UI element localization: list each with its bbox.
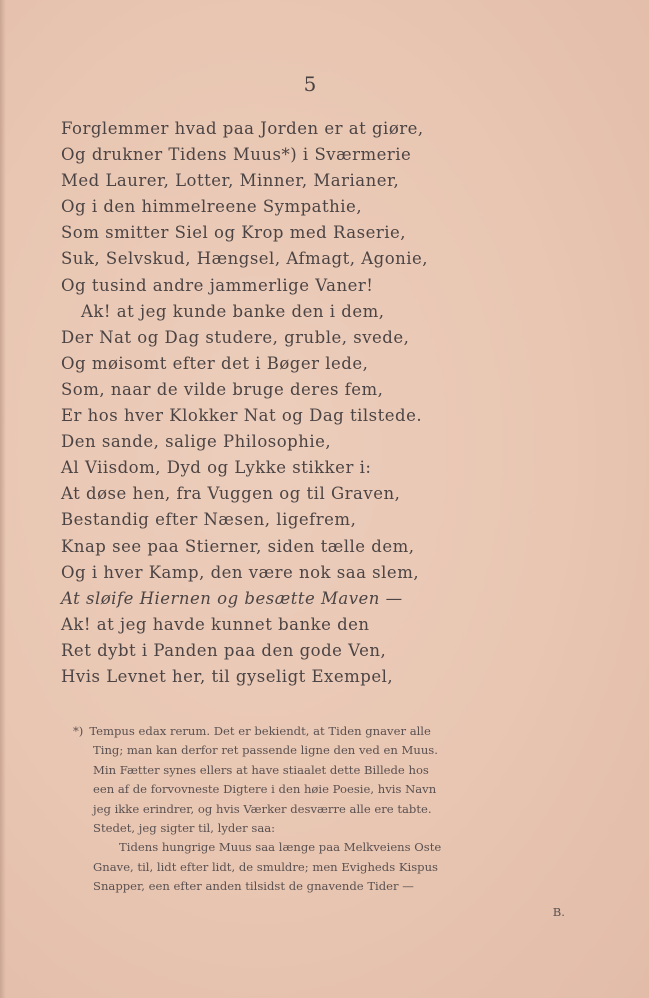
footnote-line: Min Fætter synes ellers at have stiaalet dette Billede hos — [93, 762, 429, 777]
poem-line: Der Nat og Dag studere, gruble, svede, — [61, 327, 410, 347]
poem-line: Er hos hver Klokker Nat og Dag tilstede. — [61, 406, 423, 426]
page-number: 5 — [303, 72, 317, 96]
poem-line: Forglemmer hvad paa Jorden er at giøre, — [61, 119, 424, 138]
footnote-line: Snapper, een efter anden tilsidst de gnavende Tider — — [93, 879, 414, 894]
poem-line: At døse hen, fra Vuggen og til Graven, — [61, 484, 401, 504]
footnote-line — [73, 722, 575, 741]
poem-line: Som smitter Siel og Krop med Raserie, — [61, 223, 407, 243]
footnote-line: Gnave, til, lidt efter lidt, de smuldre; men Evigheds Kispus — [93, 859, 439, 874]
poem-line: Som, naar de vilde bruge deres fem, — [61, 379, 384, 399]
page-edge-shadow — [0, 0, 6, 998]
footnote-line: een af de forvovneste Digtere i den høie Poesie, hvis Navn — [93, 782, 437, 797]
poem-line: Al Viisdom, Dyd og Lykke stikker i: — [61, 458, 372, 478]
poem-line: Den sande, salige Philosophie, — [61, 432, 332, 452]
poem-line: Ret dybt i Panden paa den gode Ven, — [61, 640, 387, 660]
footnote-line: jeg ikke erindrer, og hvis Værker desværre alle ere tabte. — [93, 801, 432, 816]
footnote-line: Ting; man kan derfor ret passende ligne den ved en Muus. — [93, 743, 438, 758]
poem-line: Og i den himmelreene Sympathie, — [61, 197, 363, 217]
poem-line: Med Laurer, Lotter, Minner, Marianer, — [61, 171, 400, 191]
poem-text — [61, 116, 621, 690]
poem-line: Bestandig efter Næsen, ligefrem, — [61, 510, 357, 530]
footnote-text: Tempus edax rerum. Det er bekiendt, at Tiden gnaver alle — [89, 724, 431, 738]
footnote-line: Tidens hungrige Muus saa længe paa Melkveiens Oste — [119, 840, 442, 855]
poem-line: Og tusind andre jammerlige Vaner! — [61, 275, 374, 295]
poem-line: Suk, Selvskud, Hængsel, Afmagt, Agonie, — [61, 249, 429, 269]
poem-line: Hvis Levnet her, til gyseligt Exempel, — [61, 666, 394, 686]
poem-line-italic: At sløife Hiernen og besætte Maven — — [61, 588, 403, 608]
footnote-mark: *) — [73, 724, 84, 738]
footnote-line: Stedet, jeg sigter til, lyder saa: — [93, 820, 276, 835]
poem-line: Knap see paa Stierner, siden tælle dem, — [61, 536, 415, 556]
poem-line: Ak! at jeg kunde banke den i dem, — [81, 301, 385, 321]
footnote — [75, 722, 575, 922]
poem-line: Ak! at jeg havde kunnet banke den — [61, 614, 370, 634]
poem-line: Og møisomt efter det i Bøger lede, — [61, 353, 369, 373]
poem-line: Og drukner Tidens Muus*) i Sværmerie — [61, 145, 412, 165]
poem-line: Og i hver Kamp, den være nok saa slem, — [61, 562, 420, 582]
footnote-signature: B. — [552, 904, 565, 919]
